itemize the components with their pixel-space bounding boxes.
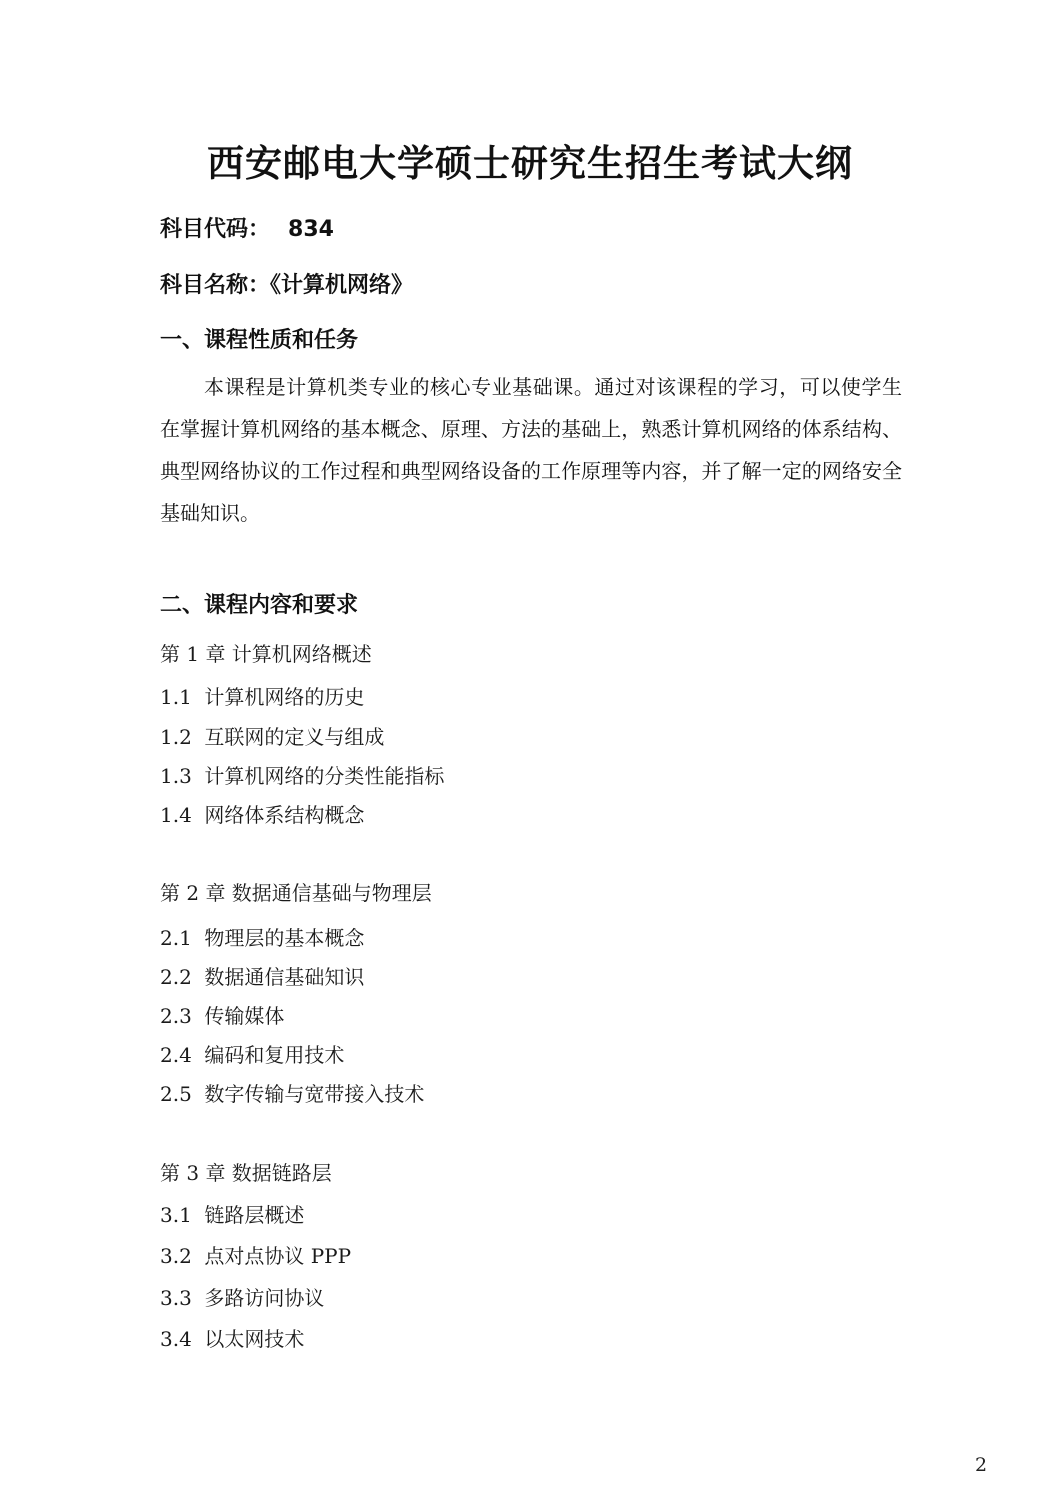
item-text: 计算机网络的分类性能指标 (204, 764, 445, 788)
item-text: 计算机网络的历史 (204, 685, 365, 709)
item-text: 点对点协议 PPP (204, 1244, 352, 1268)
list-item (160, 961, 364, 990)
section-heading-content: 二、课程内容和要求 (160, 593, 359, 618)
list-item (160, 1282, 324, 1311)
subject-code (160, 212, 334, 243)
chapter-title: 第 3 章 数据链路层 (160, 1161, 332, 1185)
list-item (160, 681, 364, 710)
list-item (160, 1323, 304, 1352)
item-number: 3.2 (160, 1244, 192, 1268)
item-text: 传输媒体 (204, 1004, 285, 1028)
item-number: 3.1 (160, 1203, 192, 1227)
item-number: 3.3 (160, 1286, 192, 1310)
list-item (160, 1240, 351, 1269)
list-item (160, 1039, 344, 1068)
list-item (160, 799, 364, 828)
subject-name (160, 268, 413, 299)
item-number: 2.4 (160, 1043, 192, 1067)
section-paragraph-nature: 本课程是计算机类专业的核心专业基础课。通过对该课程的学习，可以使学生在掌握计算机网络的基本概念、原理、方法的基础上，熟悉计算机网络的体系结构、典型网络协议的工作过程和典型网络设备的工作原理等内容，并了解一定的网络安全基础知识。 (160, 375, 902, 525)
list-item (160, 922, 364, 951)
list-item (160, 721, 384, 750)
item-text: 物理层的基本概念 (204, 926, 365, 950)
item-text: 数据通信基础知识 (204, 965, 365, 989)
item-number: 3.4 (160, 1327, 192, 1351)
item-text: 链路层概述 (204, 1203, 305, 1227)
chapter-title: 第 2 章 数据通信基础与物理层 (160, 881, 432, 905)
page-number: 2 (975, 1454, 988, 1476)
chapter-title: 第 1 章 计算机网络概述 (160, 642, 372, 666)
subject-code-label: 科目代码： (160, 217, 271, 242)
item-number: 1.3 (160, 764, 192, 788)
item-number: 2.3 (160, 1004, 192, 1028)
section-heading-nature: 一、课程性质和任务 (160, 328, 359, 353)
item-number: 1.4 (160, 803, 192, 827)
item-text: 多路访问协议 (204, 1286, 325, 1310)
list-item (160, 1199, 304, 1228)
page-title: 西安邮电大学硕士研究生招生考试大纲 (207, 142, 853, 185)
subject-code-value: 834 (288, 217, 334, 242)
item-text: 互联网的定义与组成 (204, 725, 385, 749)
item-text: 以太网技术 (204, 1327, 305, 1351)
item-number: 2.2 (160, 965, 192, 989)
subject-name-value: 《计算机网络》 (270, 273, 414, 298)
subject-name-label: 科目名称： (160, 273, 271, 298)
item-text: 编码和复用技术 (204, 1043, 345, 1067)
item-number: 1.2 (160, 725, 192, 749)
list-item (160, 760, 444, 789)
item-text: 网络体系结构概念 (204, 803, 365, 827)
list-item (160, 1000, 284, 1029)
item-number: 2.5 (160, 1082, 192, 1106)
item-number: 2.1 (160, 926, 192, 950)
item-number: 1.1 (160, 685, 192, 709)
item-text: 数字传输与宽带接入技术 (204, 1082, 425, 1106)
list-item (160, 1078, 424, 1107)
